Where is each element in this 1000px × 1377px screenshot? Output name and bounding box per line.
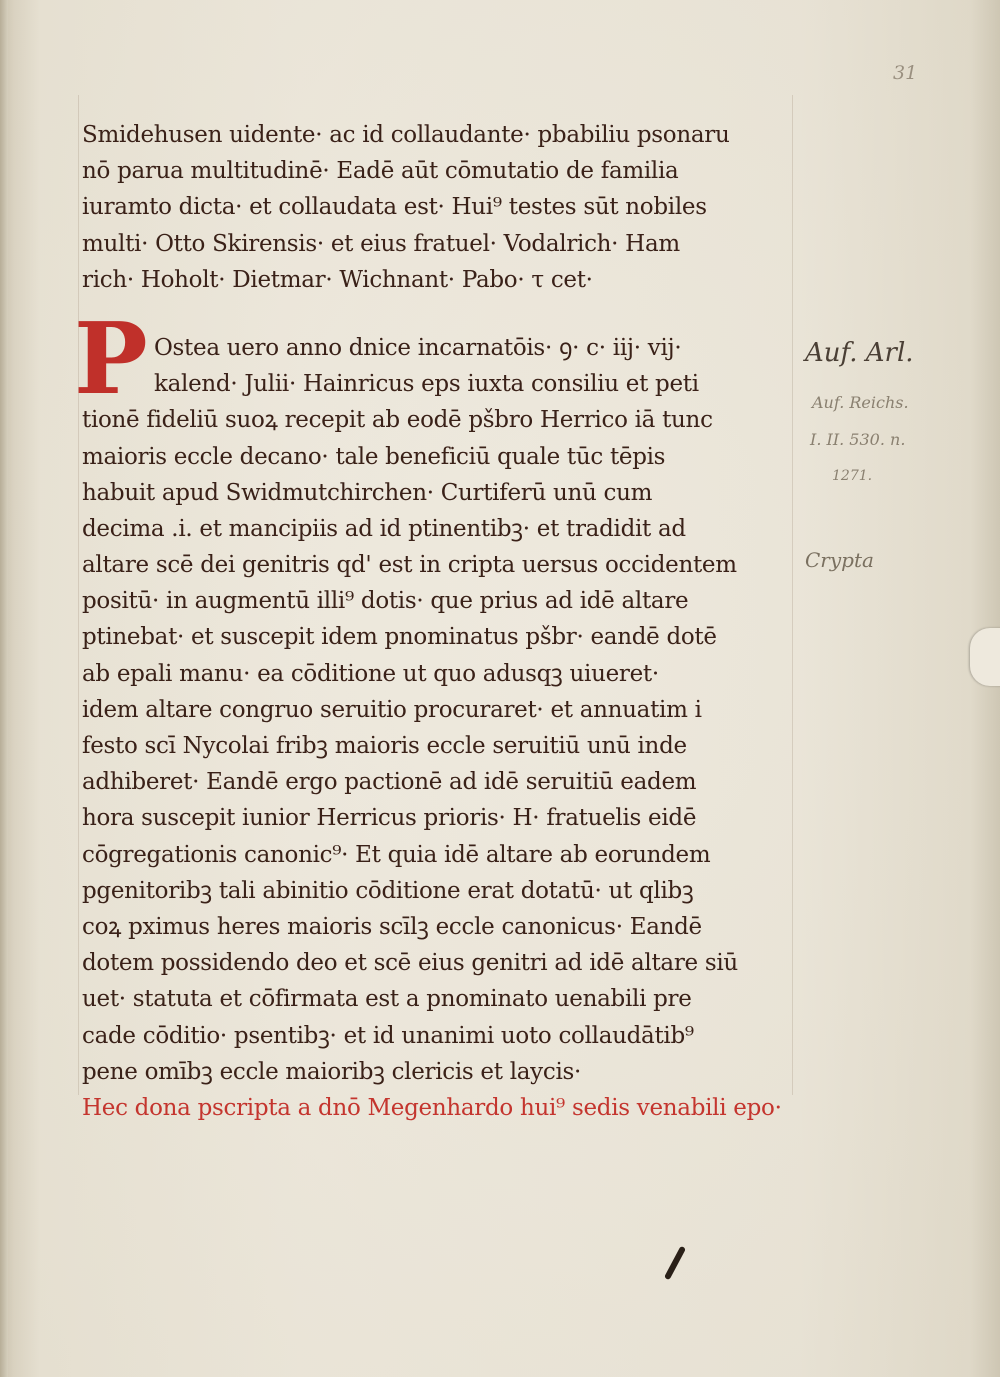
text-line: positū· in augmentū illi⁹ dotis· que prius ad idē altare [82,588,689,615]
margin-note: 1271. [832,468,873,484]
margin-note: Auf. Arl. [805,338,914,368]
folio-number: 31 [893,62,918,84]
text-line: habuit apud Swidmutchirchen· Curtiferū unū cum [82,479,653,506]
decorated-initial: P [74,302,148,417]
text-line: festo scī Nycolai fribꝫ maioris eccle seruitiū unū inde [82,733,687,759]
text-line: uet· statuta et cōfirmata est a pnominato uenabili pre [82,986,692,1013]
text-line: Smidehusen uidente· ac id collaudante· pbabiliu psonaru [82,122,730,148]
margin-note: I. II. 530. n. [810,430,906,449]
text-line: decima .i. et mancipiis ad id ptinentibꝫ· et tradidit ad [82,515,686,542]
text-line: idem altare congruo seruitio procuraret· et annuatim i [82,696,702,723]
text-line: altare scē dei genitris qd' est in cripta uersus occidentem [82,552,737,579]
text-line: ab epali manu· ea cōditione ut quo adusqꝫ uiueret· [82,660,659,687]
text-line: cōgregationis canonic⁹· Et quia idē altare ab eorundem [82,841,711,868]
text-line: dotem possidendo deo et scē eius genitri ad idē altare siū [82,950,738,977]
text-line: pgenitoribꝫ tali abinitio cōditione erat dotatū· ut qlibꝫ [82,877,694,904]
left-ruling-line [78,95,79,1095]
margin-note: Crypta [805,548,874,572]
text-line: pene omībꝫ eccle maioribꝫ clericis et laycis· [82,1058,582,1085]
paragraph-gap [82,298,807,330]
ink-stroke-mark [664,1246,686,1281]
text-line: nō parua multitudinē· Eadē aūt cōmutatio de familia [82,158,679,185]
text-line-after-initial: Ostea uero anno dnice incarnatōis· ꝯ· c· iij· vij· [154,334,682,361]
text-line: hora suscepit iunior Herricus prioris· H· fratuelis eidē [82,805,697,832]
text-line: rich· Hoholt· Dietmar· Wichnant· Pabo· τ cet· [82,266,593,293]
text-line: adhiberet· Eandē ergo pactionē ad idē seruitiū eadem [82,769,697,796]
text-line: ptinebat· et suscepit idem pnominatus pšbr· eandē dotē [82,624,717,651]
margin-note: Auf. Reichs. [812,393,909,412]
binding-gutter [0,0,8,1377]
text-line: kalend· Julii· Hainricus eps iuxta consiliu et peti [154,371,699,398]
text-line: cade cōditio· psentibꝫ· et id unanimi uoto collaudātib⁹ [82,1022,694,1049]
page-tab-marker [970,628,1000,686]
text-line: iuramto dicta· et collaudata est· Hui⁹ testes sūt nobiles [82,194,707,221]
text-line: multi· Otto Skirensis· et eius fratuel· Vodalrich· Ham [82,230,680,257]
text-line: maioris eccle decano· tale beneficiū quale tūc tēpis [82,443,666,470]
text-block [82,117,807,1126]
text-line: coꝝ pximus heres maioris scīlꝫ eccle canonicus· Eandē [82,913,702,940]
text-line: tionē fideliū suoꝝ recepit ab eodē pšbro Herrico iā tunc [82,407,713,434]
rubric-line: Hec dona pscripta a dnō Megenhardo hui⁹ sedis venabili epo· [82,1094,782,1121]
